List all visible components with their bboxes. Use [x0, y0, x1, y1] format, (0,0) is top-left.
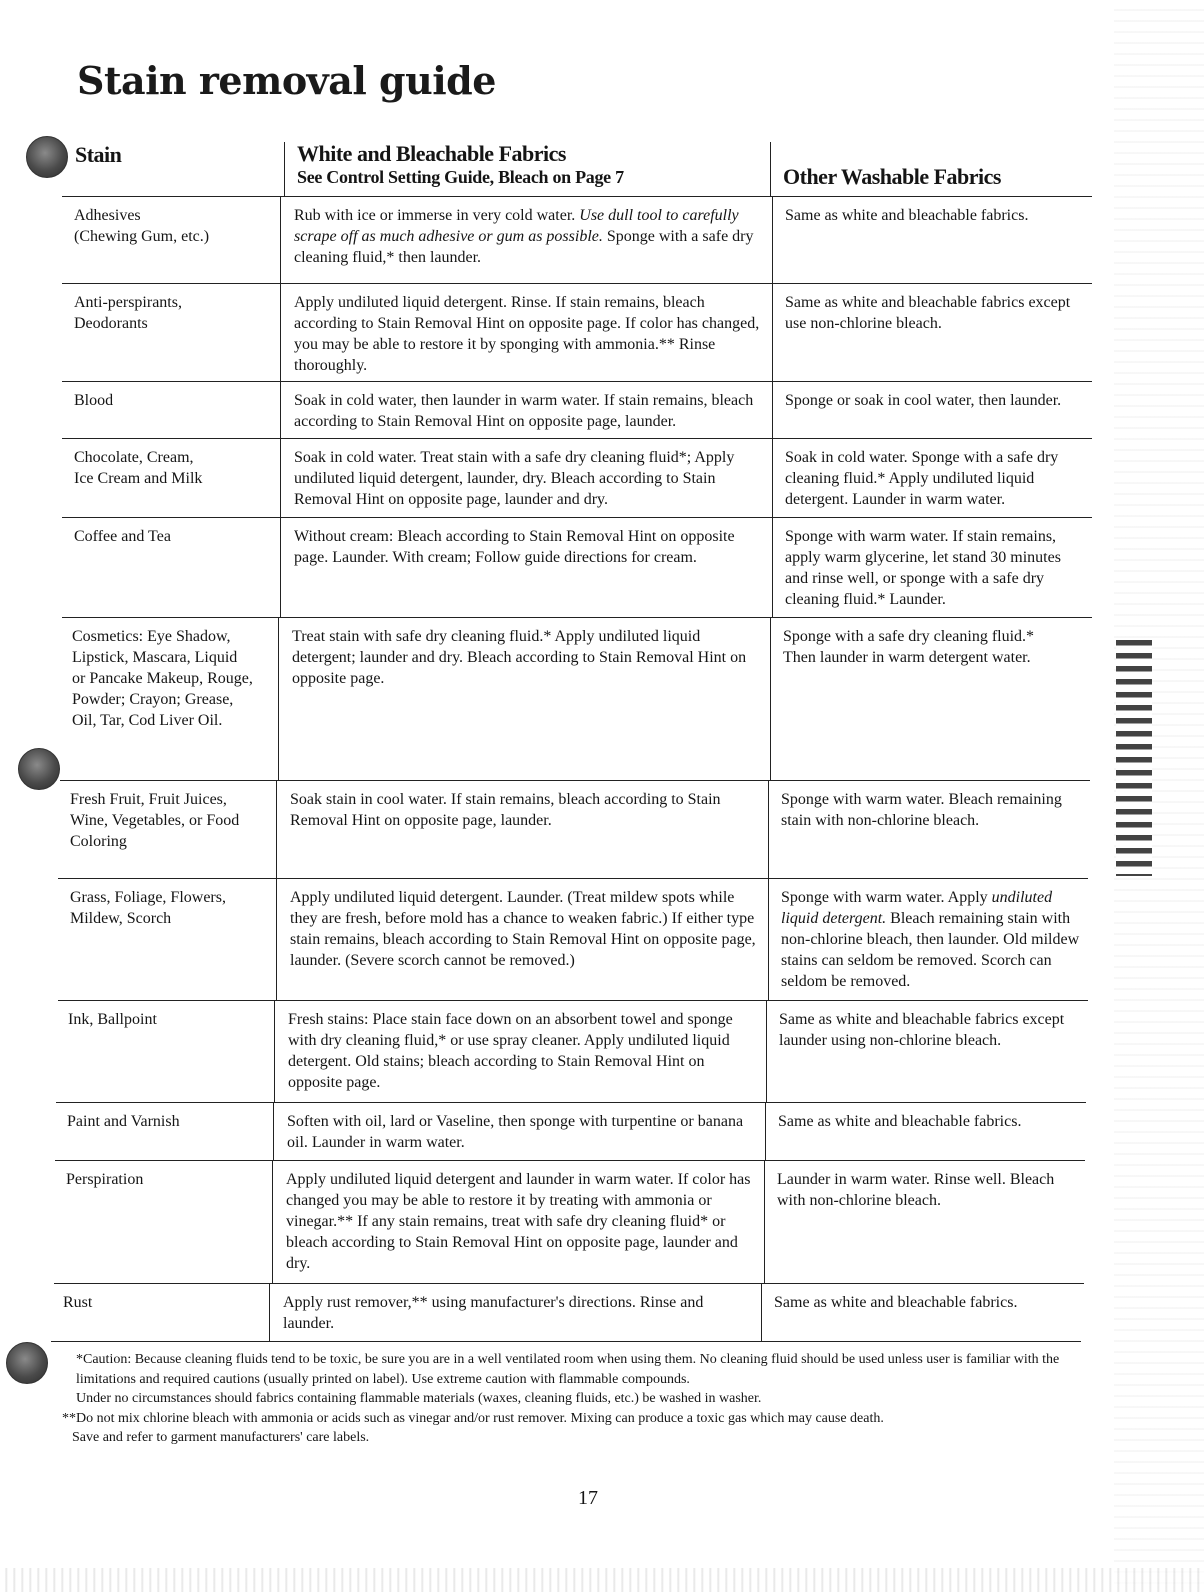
header-white-title: White and Bleachable Fabrics — [297, 141, 566, 166]
other-fabrics-cell: Sponge with a safe dry cleaning fluid.* Then launder in warm detergent water. — [770, 617, 1090, 780]
stain-name-cell: Blood — [74, 392, 114, 409]
header-white-subtitle: See Control Setting Guide, Bleach on Page 7 — [297, 167, 624, 187]
other-fabrics-cell: Same as white and bleachable fabrics. — [761, 1283, 1081, 1341]
white-fabrics-cell: Treat stain with safe dry cleaning fluid.* Apply undiluted liquid detergent; launder and dry. Bleach according to Stain Removal Hint on opposite page. — [278, 617, 770, 780]
table-row — [62, 517, 1092, 618]
table-header — [62, 140, 1092, 197]
white-fabrics-cell: Soak in cold water. Treat stain with a safe dry cleaning fluid*; Apply undiluted liquid detergent, launder, dry. Bleach according to Stain Removal Hint on opposite page, launder and dry. — [280, 438, 772, 517]
binder-hole-icon — [18, 748, 60, 790]
table-row — [54, 1160, 1084, 1284]
header-white-fabrics — [284, 142, 770, 196]
other-fabrics-cell: Soak in cold water. Sponge with a safe dry cleaning fluid.* Apply undiluted liquid detergent. Launder in warm water. — [772, 438, 1092, 517]
white-fabrics-cell: Fresh stains: Place stain face down on an absorbent towel and sponge with dry cleaning fluid,* or use spray cleaner. Apply undiluted liquid detergent. Old stains; bleach according to Stain Removal Hint on opposite page. — [274, 1000, 766, 1102]
scan-bottom-noise — [0, 1568, 1204, 1592]
table-row — [58, 878, 1088, 1001]
mixing-warning: **Do not mix chlorine bleach with ammonia or acids such as vinegar and/or rust remover. Mixing can produce a toxic gas which may cause death. — [62, 1410, 884, 1426]
stain-name-cell: Paint and Varnish — [67, 1113, 180, 1130]
stain-name-cell: Anti-perspirants, Deodorants — [74, 294, 182, 332]
header-stain: Stain — [75, 142, 122, 167]
table-row — [62, 381, 1092, 439]
other-fabrics-cell: Sponge with warm water. Apply undiluted liquid detergent. Bleach remaining stain with non-chlorine bleach, then launder. Old mildew stains can seldom be removed. Scorch can seldom be removed. — [768, 878, 1088, 1000]
table-row — [62, 196, 1092, 284]
table-row — [62, 283, 1092, 382]
scan-edge-marks — [1116, 640, 1152, 876]
white-fabrics-cell: Soak in cold water, then launder in warm water. If stain remains, bleach according to Stain Removal Hint on opposite page, launder. — [280, 381, 772, 438]
other-fabrics-cell: Launder in warm water. Rinse well. Bleach with non-chlorine bleach. — [764, 1160, 1084, 1283]
emphasis-text: undiluted liquid detergent. — [781, 889, 1053, 927]
emphasis-text: Use dull tool to carefully scrape off as much adhesive or gum as possible. — [294, 207, 739, 245]
binder-hole-icon — [6, 1342, 48, 1384]
stain-name-cell: Grass, Foliage, Flowers, Mildew, Scorch — [70, 889, 226, 927]
stain-name-cell: Coffee and Tea — [74, 528, 171, 545]
care-label-note: Save and refer to garment manufacturers' care labels. — [72, 1430, 370, 1445]
other-fabrics-cell: Sponge with warm water. Bleach remaining stain with non-chlorine bleach. — [768, 780, 1088, 878]
other-fabrics-cell: Same as white and bleachable fabrics. — [772, 196, 1092, 283]
other-fabrics-cell: Same as white and bleachable fabrics. — [765, 1102, 1085, 1160]
white-fabrics-cell: Apply rust remover,** using manufacturer's directions. Rinse and launder. — [269, 1283, 761, 1341]
other-fabrics-cell: Same as white and bleachable fabrics except launder using non-chlorine bleach. — [766, 1000, 1086, 1102]
other-fabrics-cell: Sponge with warm water. If stain remains, apply warm glycerine, let stand 30 minutes and rinse well, or sponge with a safe dry cleaning fluid.* Launder. — [772, 517, 1092, 617]
white-fabrics-cell: Apply undiluted liquid detergent. Launder. (Treat mildew spots while they are fresh, before mold has a chance to weaken fabric.) If either type stain remains, bleach according to Stain Removal Hint on opposite page, launder. (Severe scorch cannot be removed.) — [276, 878, 768, 1000]
other-fabrics-cell: Sponge or soak in cool water, then launder. — [772, 381, 1092, 438]
table-row — [55, 1102, 1085, 1161]
white-fabrics-cell: Soak stain in cool water. If stain remains, bleach according to Stain Removal Hint on opposite page, launder. — [276, 780, 768, 878]
header-other-fabrics: Other Washable Fabrics — [770, 142, 1092, 196]
footnotes — [62, 1350, 1062, 1448]
table-row — [51, 1283, 1081, 1342]
white-fabrics-cell: Soften with oil, lard or Vaseline, then sponge with turpentine or banana oil. Launder in warm water. — [273, 1102, 765, 1160]
stain-name-cell: Chocolate, Cream, Ice Cream and Milk — [74, 449, 203, 487]
white-fabrics-cell: Apply undiluted liquid detergent. Rinse. If stain remains, bleach according to Stain Removal Hint on opposite page. If color has changed, you may be able to restore it by sponging with ammonia.** Rinse thoroughly. — [280, 283, 772, 381]
stain-name-cell: Rust — [63, 1294, 93, 1311]
white-fabrics-cell: Rub with ice or immerse in very cold water. Use dull tool to carefully scrape off as much adhesive or gum as possible. Sponge with a safe dry cleaning fluid,* then launder. — [280, 196, 772, 283]
stain-name-cell: Fresh Fruit, Fruit Juices, Wine, Vegetables, or Food Coloring — [70, 791, 240, 850]
other-fabrics-cell: Same as white and bleachable fabrics except use non-chlorine bleach. — [772, 283, 1092, 381]
stain-name-cell: Adhesives (Chewing Gum, etc.) — [74, 207, 210, 245]
table-row — [58, 780, 1088, 879]
stain-name-cell: Ink, Ballpoint — [68, 1011, 157, 1028]
table-row — [56, 1000, 1086, 1103]
white-fabrics-cell: Apply undiluted liquid detergent and launder in warm water. If color has changed you may be able to restore it by treating with ammonia or vinegar.** If any stain remains, treat with safe dry cleaning fluid* or bleach according to Stain Removal Hint on opposite page, launder and dry. — [272, 1160, 764, 1283]
table-row — [60, 617, 1090, 781]
caution-note: *Caution: Because cleaning fluids tend to be toxic, be sure you are in a well ventilated room when using them. No cleaning fluid should be used unless user is familiar with the limitations and required cautions (usually printed on label). Use extreme caution with flammable compounds. — [76, 1352, 1060, 1387]
stain-name-cell: Perspiration — [66, 1171, 144, 1188]
table-row — [62, 438, 1092, 518]
flammable-note: Under no circumstances should fabrics containing flammable materials (waxes, cleaning fluids, etc.) be washed in washer. — [76, 1391, 762, 1406]
page-number: 17 — [578, 1487, 598, 1509]
white-fabrics-cell: Without cream: Bleach according to Stain Removal Hint on opposite page. Launder. With cream; Follow guide directions for cream. — [280, 517, 772, 617]
stain-name-cell: Cosmetics: Eye Shadow, Lipstick, Mascara, Liquid or Pancake Makeup, Rouge, Powder; Crayon; Grease, Oil, Tar, Cod Liver Oil. — [72, 628, 253, 729]
page-title: Stain removal guide — [77, 58, 496, 103]
